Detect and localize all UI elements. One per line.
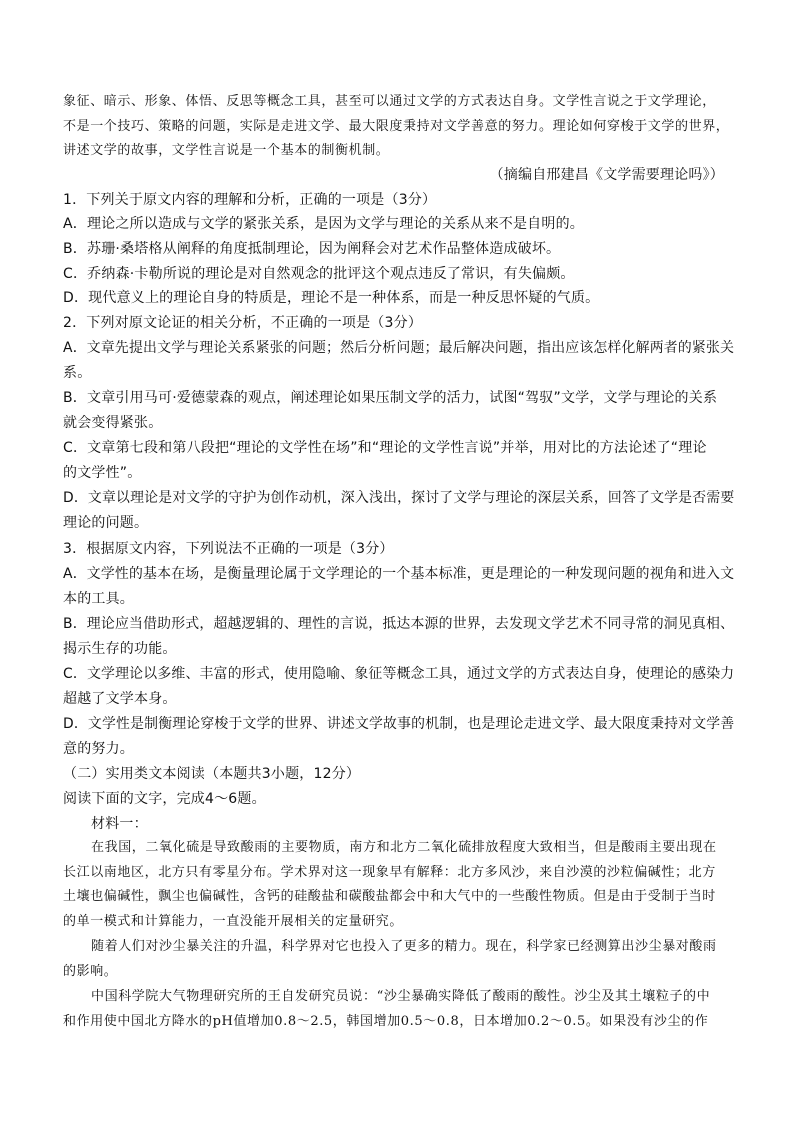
material-p1-line4: 的单一模式和计算能力，一直没能开展相关的定量研究。: [63, 914, 404, 929]
q2-stem: 2．下列对原文论证的相关分析，不正确的一项是（3分）: [63, 315, 423, 331]
material-p1-line2: 长江以南地区，北方只有零星分布。学术界对这一现象早有解释：北方多风沙，来自沙漠的沙粒偏碱性；北方: [63, 865, 716, 880]
q3-stem: 3．根据原文内容，下列说法不正确的一项是（3分）: [63, 541, 394, 557]
q3-option-c-line1: C．文学理论以多维、丰富的形式，使用隐喻、象征等概念工具，通过文学的方式表达自身，使理论的感染力: [63, 666, 735, 682]
q2-option-b-line2: 就会变得紧张。: [63, 415, 163, 431]
material-1-label: 材料一：: [91, 816, 148, 832]
q1-option-b: B．苏珊·桑塔格从阐释的角度抵制理论，因为阐释会对艺术作品整体造成破坏。: [63, 241, 561, 257]
q2-option-d-line1: D．文章以理论是对文学的守护为创作动机，深入浅出，探讨了文学与理论的深层关系，回答了文学是否需要: [63, 490, 735, 506]
q3-option-d-line2: 意的努力。: [63, 741, 134, 757]
q2-option-c-line1: C．文章第七段和第八段把“理论的文学性在场”和“理论的文学性言说”并举，用对比的方法论述了“理论: [63, 440, 707, 456]
section-2-instruction: 阅读下面的文字，完成4～6题。: [63, 791, 266, 807]
passage-end-line-3: 讲述文学的故事，文学性言说是一个基本的制衡机制。: [63, 143, 390, 158]
q2-option-b-line1: B．文章引用马可·爱德蒙森的观点，阐述理论如果压制文学的活力，试图“驾驭”文学，文学与理论的关系: [63, 390, 718, 406]
passage-end-line-2: 不是一个技巧、策略的问题，实际是走进文学、最大限度秉持对文学善意的努力。理论如何穿梭于文学的世界，: [63, 119, 730, 134]
q3-option-b-line1: B．理论应当借助形式，超越逻辑的、理性的言说，抵达本源的世界，去发现文学艺术不同寻常的洞见真相、: [63, 616, 735, 632]
material-p2-line1: 随着人们对沙尘暴关注的升温，科学界对它也投入了更多的精力。现在，科学家已经测算出沙尘暴对酸雨: [91, 939, 717, 954]
material-p3-line1: 中国科学院大气物理研究所的王自发研究员说：“沙尘暴确实降低了酸雨的酸性。沙尘及其土壤粒子的中: [91, 989, 711, 1004]
q1-option-c: C．乔纳森·卡勒所说的理论是对自然观念的批评这个观点违反了常识，有失偏颇。: [63, 266, 575, 282]
q2-option-c-line2: 的文学性”。: [63, 465, 142, 481]
q2-option-d-line2: 理论的问题。: [63, 515, 149, 531]
q1-option-a: A．理论之所以造成与文学的紧张关系，是因为文学与理论的关系从来不是自明的。: [63, 216, 584, 232]
q1-option-d: D．现代意义上的理论自身的特质是，理论不是一种体系，而是一种反思怀疑的气质。: [63, 290, 600, 306]
passage-end-line-1: 象征、暗示、形象、体悟、反思等概念工具，甚至可以通过文学的方式表达自身。文学性言说之于文学理论，: [63, 94, 716, 109]
q3-option-d-line1: D．文学性是制衡理论穿梭于文学的世界、讲述文学故事的机制，也是理论走进文学、最大限度秉持对文学善: [63, 716, 735, 732]
q3-option-a-line2: 本的工具。: [63, 591, 134, 607]
section-2-title: （二）实用类文本阅读（本题共3小题，12分）: [63, 766, 361, 782]
q2-option-a-line2: 系。: [63, 365, 92, 381]
q1-stem: 1．下列关于原文内容的理解和分析，正确的一项是（3分）: [63, 192, 437, 208]
material-p1-line3: 土壤也偏碱性，飘尘也偏碱性，含钙的硅酸盐和碳酸盐都会中和大气中的一些酸性物质。但是由于受制于当时: [63, 889, 716, 904]
q3-option-a-line1: A．文学性的基本在场，是衡量理论属于文学理论的一个基本标准，更是理论的一种发现问题的视角和进入文: [63, 566, 735, 582]
material-p2-line2: 的影响。: [63, 964, 118, 979]
q3-option-b-line2: 揭示生存的功能。: [63, 641, 177, 657]
q2-option-a-line1: A．文章先提出文学与理论关系紧张的问题；然后分析问题；最后解决问题，指出应该怎样化解两者的紧张关: [63, 340, 735, 356]
source-citation: （摘编自邢建昌《文学需要理论吗》）: [489, 167, 724, 183]
material-p3-line2: 和作用使中国北方降水的pH值增加0.8～2.5，韩国增加0.5～0.8，日本增加0.2～0.5。如果没有沙尘的作: [63, 1014, 709, 1029]
material-p1-line1: 在我国，二氧化硫是导致酸雨的主要物质，南方和北方二氧化硫排放程度大致相当，但是酸雨主要出现在: [91, 840, 717, 855]
q3-option-c-line2: 超越了文学本身。: [63, 691, 177, 707]
